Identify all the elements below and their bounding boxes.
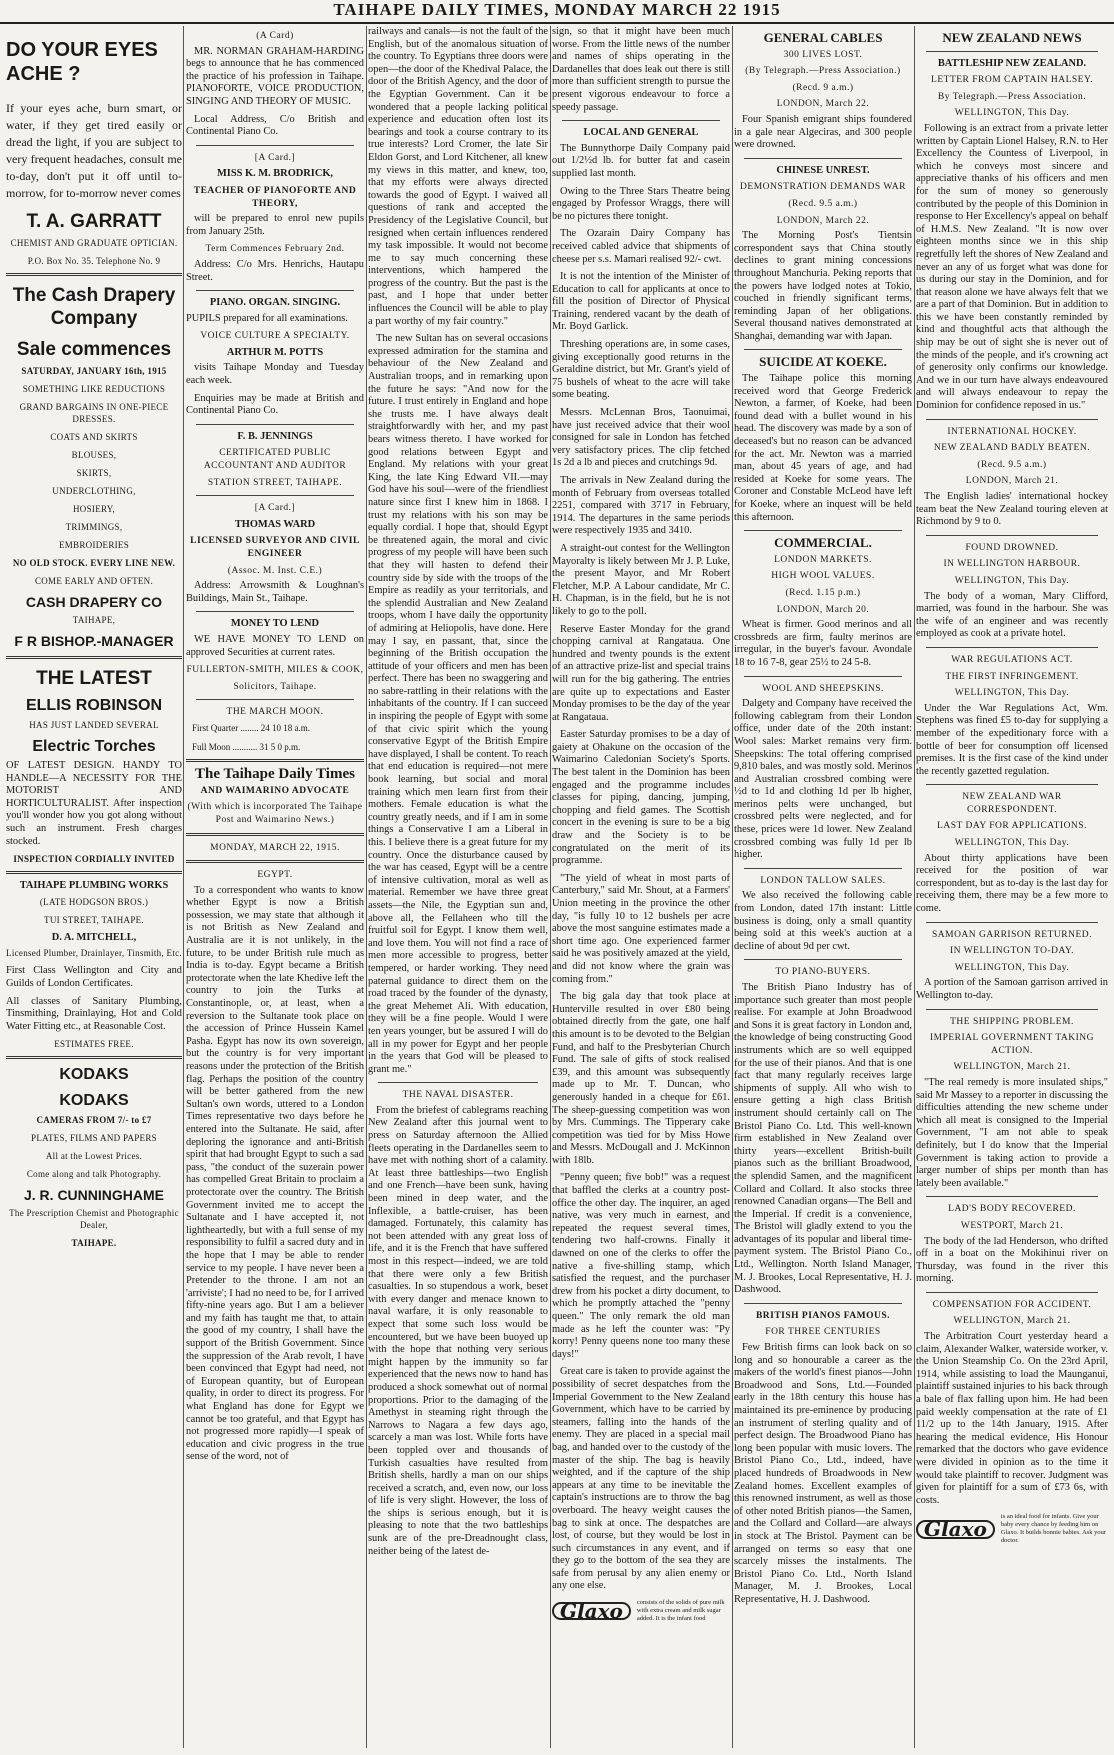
potts-name: ARTHUR M. POTTS — [226, 346, 324, 358]
sale-item: COATS AND SKIRTS — [50, 432, 138, 442]
cash-drapery-co: CASH DRAPERY CO — [25, 594, 163, 610]
lives-lost-body: Four Spanish emigrant ships foundered in a gale near Algeciras, and 300 people were drowned. — [734, 113, 912, 151]
local-item: The arrivals in New Zealand during the month of February from overseas totalled 2251, compared with 3717 in February, 1914. The departures in the same periods were respectively 1935 and 3410. — [552, 475, 730, 537]
divider — [562, 120, 720, 121]
drowned-body: The body of a woman, Mary Clifford, married, was found in the harbour. She was the wife of an engineer and was recently employed as cook at a private hotel. — [916, 590, 1108, 640]
divider — [926, 1292, 1098, 1293]
sale-item: BLOUSES, — [71, 450, 117, 460]
divider — [744, 676, 902, 677]
local-item: "Penny queen; five bob!" was a request that baffled the clerks at a country post-office the other day. The inquirer, an aged native, was very much in earnest, and repeated the request several times, tendering two half-crowns. Finally it dawned on one of the clerks to offer the native a five-shilling stamp, which satisfied the request, and the purchaser drew from his pocket a dirty document, to which he promptly attached the "penny queen." The only remark the old man made as he left the counter was: "Py korry! Penny queens none too many these days!" — [552, 1172, 730, 1360]
hockey-body: The English ladies' international hockey team beat the New Zealand touring eleven at Richmond by 9 to 0. — [916, 491, 1108, 528]
ward-assoc: (Assoc. M. Inst. C.E.) — [227, 565, 323, 576]
local-general-headline: LOCAL AND GENERAL — [583, 127, 699, 139]
war-regulations-body: Under the War Regulations Act, Wm. Stephens was fined £5 to-day for supplying a member of the expeditionary force with a bottle of beer for consumption off licensed premises. It is the first case of the kind under the recently gazetted regulation. — [916, 702, 1108, 777]
lad-body-headline: LAD'S BODY RECOVERED. — [948, 1204, 1076, 1215]
local-item: A straight-out contest for the Wellington Mayoralty is likely between Mr J. P. Luke, the present Mayor, and Mr Robert Fletcher, M.P. A Labour candidate, Mr C. H. Chapman, is in the field, but he is not likely to go to the poll. — [552, 542, 730, 617]
press-association: By Telegraph.—Press Association. — [937, 91, 1087, 102]
plumbing-cert: First Class Wellington and City and Guilds of London Certificates. — [6, 965, 182, 989]
piano-headline: PIANO. ORGAN. SINGING. — [209, 297, 341, 309]
divider — [744, 530, 902, 531]
local-item: Great care is taken to provide against the possibility of secret despatches from the Imperial Government to the New Zealand Government, which have to be carried by steamers, falling into the hands of the enemy. They are placed in a special mail bag, and handed over to the custody of the master of the ship. The bag is heavily weighted, and if the capture of the ship appears at any time to be inevitable the captain's instructions are to throw the bag overboard. The heavy weight causes the bag to sink at once. The despatches are lost, of course, but they would be lost in such circumstances in any event, and if they go to the bottom of the sea they are safe from perusal by any alien enemy or any one else. — [552, 1366, 730, 1592]
naval-article-text: sign, so that it might have been much worse. From the little news of the number and names of ships operating in the Dardanelles that does leak out there is still more than sufficient strength to pursue the present vigorous endeavour to force a speedy passage. — [552, 26, 730, 113]
paper-note: (With which is incorporated The Taihape Post and Waimarino News.) — [187, 802, 363, 825]
pianos-famous-body: Few British firms can look back on so long and so honourable a career as the makers of the world's finest pianos—John Broadwood and Sons, Ltd.—Founded early in the 18th century this house has maintained its pre-eminence by producing an instrument of sterling quality and of perfect design. The Broadwood Piano has long been popular with music lovers. The Bristol Piano Co., Ltd., indeed, have placed hundreds of Broadwoods in New Zealand homes. Excellent examples of this renowned instrument, as well as those of other noted British pianos—the Samen, and the Collard and Collard—are always in stock at The Bristol. Payment can be arranged on terms so easy that one scarcely misses the instalments. The Bristol Piano Co. Ltd., North Island Manager, M. J. Brookes, Local Representative, H. J. Dashwood. — [734, 1342, 912, 1605]
latest-headline: THE LATEST — [36, 668, 152, 689]
glaxo-ad-text: consists of the solids of pure milk with extra cream and milk sugar added. It is the infant food — [636, 1599, 725, 1623]
column-nz-news — [916, 26, 1108, 1748]
glaxo-ad — [552, 1599, 730, 1623]
divider — [926, 1196, 1098, 1197]
tallow-headline: LONDON TALLOW SALES. — [760, 875, 886, 886]
press-association: (By Telegraph.—Press Association.) — [745, 66, 901, 77]
egypt-headline: EGYPT. — [257, 870, 293, 881]
sheepskins-headline: WOOL AND SHEEPSKINS. — [762, 683, 884, 694]
dateline: LONDON, March 20. — [776, 604, 870, 615]
last-day-headline: LAST DAY FOR APPLICATIONS. — [937, 821, 1087, 832]
dateline: WELLINGTON, This Day. — [954, 575, 1070, 586]
glaxo-ad-text: is an ideal food for infants. Give your baby every chance by feeding him on Glaxo. It builds bonnie babies. Ask your doctor. — [1000, 1513, 1106, 1545]
local-item: It is not the intention of the Minister of Education to call for applicants at once to fill the position of Director of Physical Training, rendered vacant by the death of Mr. Boyd Garlick. — [552, 271, 730, 333]
jennings-name: F. B. JENNINGS — [237, 430, 313, 442]
divider — [926, 647, 1098, 648]
money-body: WE HAVE MONEY TO LEND on approved Securities at current rates. — [186, 633, 364, 658]
sale-line: SOMETHING LIKE REDUCTIONS — [22, 384, 166, 394]
sale-item: SKIRTS, — [76, 468, 112, 478]
sheepskins-body: Dalgety and Company have received the following cablegram from their London office, under date of the 20th instant: Wool sales: Market remains very firm. Sheepskins: The total offering comprised 9,810 bales, and was mostly sold. Merinos and Australian crossbred combing were ½d to 1d and clothing 1d per lb higher, merinos pelts were unchanged, but crossbred pelts were neglected, and for these, prices were 1d lower. New Zealand crossbred combing was fully 1d per lb higher. — [734, 698, 912, 861]
wellington-today-headline: IN WELLINGTON TO-DAY. — [949, 946, 1075, 957]
column-rule — [183, 26, 184, 1748]
chinese-unrest-body: The Morning Post's Tientsin correspondent says that China stoutly declines to grant mining concessions throughout Manchuria. Peking reports that the powers have lodged notes at Tokio, couched in friendly significant terms, reminding Japan of her obligations. Several thousand natives demonstrated at Shanghai, demanding war with Japan. — [734, 230, 912, 342]
column-rule — [366, 26, 367, 1748]
general-cables-headline: GENERAL CABLES — [763, 30, 883, 45]
divider — [6, 871, 182, 874]
jennings-title: CERTIFICATED PUBLIC ACCOUNTANT AND AUDITOR — [203, 448, 347, 472]
ellis-robinson-name: ELLIS ROBINSON — [25, 697, 162, 714]
cameras-price: CAMERAS FROM 7/- to £7 — [36, 1115, 152, 1126]
cunninghame-town: TAIHAPE. — [71, 1238, 117, 1249]
moon-full: Full Moon ........... 31 5 0 p.m. — [192, 741, 301, 752]
garratt-title: CHEMIST AND GRADUATE OPTICIAN. — [10, 238, 178, 248]
divider — [186, 860, 364, 863]
eyes-ad-body: If your eyes ache, burn smart, or water, if they get tired easily or dread the light, if you are subject to very frequent headaches, consult me to-day, don't put it off until to-morrow, for to-morrow never comes — [6, 101, 182, 200]
divider — [378, 1082, 538, 1083]
paper-date: MONDAY, MARCH 22, 1915. — [210, 842, 340, 853]
pianos-famous-headline: BRITISH PIANOS FAMOUS. — [755, 1310, 891, 1321]
torches-body: OF LATEST DESIGN. HANDY TO HANDLE—A NECESSITY FOR THE MOTORIST AND HORTICULTURALIST. After inspection you'll wonder how you got along without such an instrument. Fresh charges stocked. — [6, 760, 182, 847]
glaxo-logo: Glaxo — [916, 1520, 995, 1539]
suicide-body: The Taihape police this morning received word that George Frederick Newton, a farmer, of Koeke, had been found dead with a bullet wound in his head. The discovery was made by a son of deceased's but no reason can be advanced for the act. Mr. Newton was a married man, about 45 years of age, and had resided at Koeke for some years. The Coroner and Constable McLeod have left for Koeke, where an inquest will be held this afternoon. — [734, 373, 912, 523]
divider — [926, 1009, 1098, 1010]
harbour-headline: IN WELLINGTON HARBOUR. — [943, 559, 1081, 570]
divider — [6, 273, 182, 276]
divider — [186, 759, 364, 762]
local-item: Reserve Easter Monday for the grand chopping carnival at Rangataua. One hundred and twenty pounds is the extent of an attractive prize-list and special trains will run for the big gathering. The entries are quite up to expectations and Easter Monday promises to be the day of the year at Rangataua. — [552, 623, 730, 723]
brodrick-term: Term Commences February 2nd. — [205, 244, 345, 255]
column-general-cables — [734, 26, 912, 1748]
column-cards-editorial — [186, 26, 364, 1748]
naval-article-text: From the briefest of cablegrams reaching New Zealand after this journal went to press on Saturday afternoon the Allied fleets operating in the Dardanelles seem to have met with nothing short of a calamity. At least three battleships—two English and one French—have been sunk, having been mined in deep water, and the Inflexible, a battle-cruiser, has been damaged. Fortunately, this calamity has not been attended with any great loss of life, and it is the French that have suffered most in this respect—indeed, we are told that there were only a few British casualties. In so stupendous a work, beset with every danger and menace known to naval warfare, it is only reasonable to expect that some such loss would be encountered, but we have been buoyed up with the hope that nothing very serious might happen by the immunity so far experienced that the news now to hand has produced a shock somewhat out of normal proportions. Prior to the damaging of the Amethyst in steaming right through the Narrows to Nagara a few days ago, scarcely a man was lost. While forts have been toppled over and thousands of Turkish casualties have resulted from British shells, hardly a man on our ships received a scratch, and, even now, our loss of life is very slight. However, the loss of the ships is serious enough, but it is pleasing to note that the two battleships sunk are of the pre-Dreadnought class, neither being of the latest de- — [368, 1104, 548, 1557]
potts-enquiries: Enquiries may be made at British and Continental Piano Co. — [186, 392, 364, 417]
wool-values-headline: HIGH WOOL VALUES. — [771, 571, 875, 582]
solicitors: Solicitors, Taihape. — [233, 681, 317, 692]
divider — [744, 1303, 902, 1304]
sale-note: NO OLD STOCK. EVERY LINE NEW. — [12, 558, 176, 568]
inspection-invite: INSPECTION CORDIALLY INVITED — [13, 854, 175, 865]
brodrick-title: TEACHER OF PIANOFORTE AND THEORY, — [193, 185, 357, 209]
imperial-action-headline: IMPERIAL GOVERNMENT TAKING ACTION. — [929, 1033, 1095, 1056]
piano-pupils: PUPILS prepared for all examinations. — [186, 312, 348, 324]
samoan-garrison-headline: SAMOAN GARRISON RETURNED. — [931, 929, 1093, 940]
compensation-body: The Arbitration Court yesterday heard a claim, Alexander Walker, waterside worker, v. the Union Steamship Co. On the 23rd April, 1914, while assisting to load the Maunganui, plaintiff sustained injuries to his back through a bale of flax falling upon him. He had been paid weekly compensation at the rate of £1 11/2 up to the 14th January, 1915. After hearing the medical evidence, His Honour remarked that the doctors who gave evidence were divided in opinion as to the time it would take plaintiff to recover. Judgment was given for plaintiff for a sum of £73 6s, with costs. — [916, 1331, 1108, 1506]
first-infringement-headline: THE FIRST INFRINGEMENT. — [945, 671, 1079, 682]
dateline: WELLINGTON, This Day. — [954, 108, 1070, 119]
lad-body-text: The body of the lad Henderson, who drifted off in a boat on the Mokihinui river on Thursday, was found in the river this morning. — [916, 1235, 1108, 1285]
divider — [926, 784, 1098, 785]
jennings-address: STATION STREET, TAIHAPE. — [207, 477, 343, 488]
naval-headline: THE NAVAL DISASTER. — [402, 1090, 514, 1101]
egypt-article-text: The new Sultan has on several occasions expressed admiration for the stamina and behaviour of the New Zealand and Australian troops, and in remarking upon the future he says: "And now for the future. I trust entirely in England and hope she trusts me. I have always dealt straightforwardly with her, and my past bears witness thereto. I have worked for good relations between Egypt and England. My relations with your great King, the late King Edward VII.—may God have his soul—were of the friendliest nature since first I knew him in 1868. I trust my relations with his son may be equally cordial. I hope that, should Egypt be threatened again, the moral and civic progress of my people will have been such that they will hasten to defend their country side by side with the troops of the Empire as readily as your territorials, and the splendid Australian and New Zealand troops, whom I have daily the opportunity of admiring at Heliopolis, have done. Here may I say, en passant, that, since the beginning of the British occupation the attitude of your officers and men has been perfect. There has been no swaggering and no sabre-rattling in their relations with the inhabitants of the country. If I can succeed in inspiring the people of Egypt with some of that civic spirit which the young conservative Egypt of the British Empire have displayed, I shall be content. To reach that end education is required—not mere book learning, but social and moral training which men learn first from their mothers. Female education is what the country greatly needs, and if I am in some things a Conservative I am a Liberal in this. I believe there is a great future for my country. Once the disturbance caused by the war has ceased, Egypt will be a centre of intensive cultivation, moral as well as material. Remember we have three great assets—the Nile, the Egyptian sun and, above all, the Fellaheen who till the fruitful soil for Egypt. I know them well, and love them. You will not find a race of men more accessible to progress, better tempered, or harder working. They need paternal guidance to direct them on the road traced by the founder of the dynasty, the great Mehemet Ali. With education, they will be a fine people. Would I were ten years younger, but be assured I will do all in my power for Egypt and her people in the years that God will be pleased to grant me." — [368, 333, 548, 1075]
brodrick-name: MISS K. M. BRODRICK, — [216, 168, 334, 180]
divider — [926, 51, 1098, 52]
sale-note: COME EARLY AND OFTEN. — [34, 576, 154, 586]
plumbing-headline: TAIHAPE PLUMBING WORKS — [19, 880, 169, 892]
dateline: WELLINGTON, This Day. — [954, 962, 1070, 973]
lives-lost-headline: 300 LIVES LOST. — [783, 49, 863, 60]
kodaks-headline: KODAKS — [59, 1066, 129, 1084]
moon-headline: THE MARCH MOON. — [226, 707, 324, 718]
war-correspondent-headline: NEW ZEALAND WAR CORRESPONDENT. — [962, 792, 1062, 815]
card-label: (A Card) — [256, 31, 294, 41]
card-body: MR. NORMAN GRAHAM-HARDING begs to announce that he has commenced the practice of his profession in Taihape. PIANOFORTE, VOICE PRODUCTION, SINGING AND THEORY OF MUSIC. — [186, 45, 364, 107]
divider — [196, 699, 354, 700]
talk-line: Come along and talk Photography. — [26, 1169, 162, 1180]
dateline: LONDON, March 22. — [776, 99, 870, 110]
column-rule — [732, 26, 733, 1748]
masthead-title: TAIHAPE DAILY TIMES, MONDAY MARCH 22 1915 — [333, 0, 781, 19]
shipping-problem-body: "The real remedy is more insulated ships," said Mr Massey to a reporter in discussing the difficulties attending the new scheme under which all meat is consigned to the Imperial Government, "I am not able to speak definitely, but I do know that the Imperial Government is taking action to provide a larger number of ships per month than has lately been available." — [916, 1076, 1108, 1189]
divider — [744, 158, 902, 159]
local-item: Owing to the Three Stars Theatre being engaged by Professor Wraggs, there will be no pictures there tonight. — [552, 185, 730, 222]
local-item: Messrs. McLennan Bros, Taonuimai, have just received advice that their wool consigned for sale in London has fetched very satisfactory prices. The clip fetched 1s 2d a lb and pieces and crutchings 9d. — [552, 407, 730, 469]
column-local-general — [552, 26, 730, 1748]
local-item: The big gala day that took place at Hunterville resulted in over £80 being obtained directly from the gate, one half this amount is to be devoted to the Belgian Fund, and half to the Presbyterian Church Fund. The sale of gifts of stock realised £39, and this amount was subsequently made up to Mr. T. Duncan, who generously handed in a cheque for £61. The sheep-guessing competition was won by Mrs. Cummings. The Tipperary cake competition was tied for by Miss Howe and Messrs. McDougall and J. McKinnon with 18lb. — [552, 991, 730, 1166]
piano-buyers-body: The British Piano Industry has of importance such greater than most people realise. For example at John Broadwood and Sons it is great factory in London and, the knowledge of being constructing Good instruments which are so well equipped for the use of their pianos. And that is one fact that many regularly receives large shipments of supply. All who wish to ensure getting a high class British instrument should certainly call on The Bristol Piano Co. Ltd. This well-known firm established in New Zealand over thirty years—excellent British-built pianos such as the brilliant Broadwood, the splendid Samen, and the magnificent Collard and Collard. It also stocks three renowned Canadian organs—The Bell and the Imperial. If credit is a convenience, The Bristol will gladly extend to you the advantages of its popular and liberal time-payment system. The Bristol Piano Co., Ltd., Wellington. North Island Manager, M. J. Brookes, Local Representative, H. J. Dashwood. — [734, 982, 912, 1296]
paper-title: The Taihape Daily Times — [195, 766, 355, 783]
war-correspondent-body: About thirty applications have been received for the position of war correspondent, but as to-day is the last day for receiving them, there may be a few more to come. — [916, 852, 1108, 915]
column-rule — [550, 26, 551, 1748]
card-label: [A Card.] — [254, 152, 296, 163]
cunninghame-title: The Prescription Chemist and Photographic Dealer, — [9, 1208, 179, 1231]
dateline: WESTPORT, March 21. — [960, 1220, 1064, 1231]
plumbing-trades: Licensed Plumber, Drainlayer, Tinsmith, Etc. — [6, 948, 182, 959]
column-rule — [914, 26, 915, 1748]
plates-line: PLATES, FILMS AND PAPERS — [31, 1133, 157, 1144]
glaxo-ad — [916, 1513, 1108, 1545]
column-advertisements — [6, 26, 182, 1748]
local-item: "The yield of wheat in most parts of Canterbury," said Mr. Shout, at a Farmers' Union meeting in the province the other day, "is fully 10 to 12 bushels per acre above the most sanguine estimates made a short time ago. One experienced farmer said he was positively amazed at the yield, and did not know where the grain was coming from." — [552, 872, 730, 985]
dateline: WELLINGTON, March 21. — [953, 1062, 1071, 1073]
hockey-headline: INTERNATIONAL HOCKEY. — [947, 426, 1077, 437]
local-item: Threshing operations are, in some cases, giving exceptionally good returns in the Geraldine district, but Mr. Grant's yield of 75 bushels of wheat to the acre will take some beating. — [552, 339, 730, 401]
sale-headline: Sale commences — [16, 339, 172, 360]
shipping-problem-headline: THE SHIPPING PROBLEM. — [950, 1016, 1074, 1027]
nz-news-headline: NEW ZEALAND NEWS — [942, 30, 1082, 45]
sale-item: TRIMMINGS, — [65, 522, 123, 532]
plumbing-street: TUI STREET, TAIHAPE. — [44, 914, 144, 925]
dateline: WELLINGTON, This Day. — [954, 838, 1070, 849]
cash-drapery-name: The Cash Drapery Company — [12, 285, 176, 329]
sale-line: GRAND BARGAINS IN ONE-PIECE DRESSES. — [19, 402, 169, 424]
divider — [196, 495, 354, 496]
brodrick-body: will be prepared to enrol new pupils from January 25th. — [186, 213, 364, 237]
eyes-ad-headline: DO YOUR EYES ACHE ? — [6, 39, 158, 85]
three-centuries-headline: FOR THREE CENTURIES — [765, 1327, 881, 1338]
divider — [744, 349, 902, 350]
cash-drapery-town: TAIHAPE, — [72, 615, 116, 625]
cash-drapery-manager: F R BISHOP.-MANAGER — [14, 633, 174, 649]
estimates-free: ESTIMATES FREE. — [54, 1039, 134, 1050]
torches-headline: Electric Torches — [32, 738, 156, 755]
local-item: Easter Saturday promises to be a day of gaiety at Ohakune on the occasion of the Waimarino Caledonian Society's Sports. The best talent in the Dominion has been engaged and the programme includes classes for piping, dancing, jumping, chopping and field games. The Scottish concert in the evening is sure to be a big draw and the Society is to be congratulated on the merit of its programme. — [552, 729, 730, 867]
chinese-unrest-headline: CHINESE UNREST. — [776, 164, 870, 176]
ward-title: LICENSED SURVEYOR AND CIVIL ENGINEER — [190, 536, 360, 559]
card-label: [A Card.] — [254, 503, 296, 514]
dateline: LONDON, March 21. — [965, 476, 1059, 487]
divider — [926, 922, 1098, 923]
divider — [196, 290, 354, 291]
sale-item: UNDERCLOTHING, — [52, 486, 136, 496]
fullerton-name: FULLERTON-SMITH, MILES & COOK, — [186, 665, 364, 676]
ward-name: THOMAS WARD — [234, 518, 316, 530]
dateline: WELLINGTON, This Day. — [954, 688, 1070, 699]
halsey-headline: LETTER FROM CAPTAIN HALSEY. — [931, 75, 1093, 86]
cunninghame-name: J. R. CUNNINGHAME — [23, 1187, 164, 1204]
received-time: (Recd. 9.5 a.m.) — [977, 459, 1047, 470]
samoan-garrison-body: A portion of the Samoan garrison arrived in Wellington to-day. — [916, 977, 1108, 1001]
sale-date: SATURDAY, JANUARY 16th, 1915 — [21, 366, 167, 376]
divider — [196, 424, 354, 425]
moon-first-quarter: First Quarter ........ 24 10 18 a.m. — [192, 722, 310, 733]
plumbing-late: (LATE HODGSON BROS.) — [39, 896, 149, 907]
divider — [186, 833, 364, 836]
plumbing-name: D. A. MITCHELL, — [51, 931, 137, 943]
ward-address: Address: Arrowsmith & Loughnan's Buildings, Main St., Taihape. — [186, 580, 364, 604]
war-regulations-headline: WAR REGULATIONS ACT. — [951, 654, 1073, 665]
divider — [744, 868, 902, 869]
dateline: LONDON, March 22. — [776, 215, 870, 226]
divider — [926, 535, 1098, 536]
local-item: The Ozarain Dairy Company has received cabled advice that shipments of cheese per s.s. Mamari realised 92/- cwt. — [552, 228, 730, 265]
commercial-headline: COMMERCIAL. — [774, 535, 872, 551]
wool-values-body: Wheat is firmer. Good merinos and all crossbreds are firm, faulty merinos are irregular, in the buyer's favour. Avondale 18 to 16 7-8, gear 25½ to 24 5-8. — [734, 619, 912, 668]
garratt-contact: P.O. Box No. 35. Telephone No. 9 — [27, 256, 161, 266]
brodrick-address: Address: C/o Mrs. Henrichs, Hautapu Street. — [186, 258, 364, 283]
column-editorial-continued — [368, 26, 548, 1748]
suicide-headline: SUICIDE AT KOEKE. — [759, 354, 887, 370]
glaxo-logo: Glaxo — [552, 1602, 631, 1621]
masthead — [0, 0, 1114, 24]
dateline: WELLINGTON, March 21. — [953, 1316, 1071, 1327]
divider — [6, 656, 182, 659]
halsey-body: Following is an extract from a private letter written by Captain Lionel Halsey, R.N. to Her Excellency the Countess of Liverpool, in which he conveys most sincere and appreciative thanks of his officers and men for the sum of money so generously contributed by the people of this Dominion in response to Her Excellency's appeal on behalf of H.M.S. New Zealand. "It is now over eighteen months since we in this ship regretfully left the shores of New Zealand and never an any of us forget what was done for us during our stay in the Dominion, and for that reason alone we have always felt that we are a part of that Dominion. But in addition to this we have been constantly reminded by kind and thoughtful acts that although the ship may be out of sight she is never out of the minds of the people, and it's crowning act of generosity only confirms our knowledge. And we in our turn have always endeavoured and will always endeavour to repay the Dominion for confidence reposed in us." — [916, 122, 1108, 412]
piano-buyers-headline: TO PIANO-BUYERS. — [775, 967, 871, 978]
kodaks-headline: KODAKS — [59, 1092, 129, 1110]
voice-culture: VOICE CULTURE A SPECIALTY. — [200, 331, 350, 342]
markets-headline: LONDON MARKETS. — [774, 554, 872, 565]
battleship-headline: BATTLESHIP NEW ZEALAND. — [937, 57, 1087, 69]
plumbing-body: All classes of Sanitary Plumbing, Tinsmithing, Drainlaying, Hot and Cold Water Fitting etc., at Reasonable Cost. — [6, 995, 182, 1032]
compensation-headline: COMPENSATION FOR ACCIDENT. — [932, 1299, 1092, 1310]
local-item: The Bunnythorpe Daily Company paid out 1/2½d lb. for butter fat and casein supplied last month. — [552, 142, 730, 179]
received-time: (Recd. 9 a.m.) — [792, 82, 854, 93]
ellis-landed: HAS JUST LANDED SEVERAL — [29, 720, 159, 730]
sale-item: EMBROIDERIES — [58, 540, 130, 550]
divider — [196, 145, 354, 146]
sale-item: HOSIERY, — [73, 504, 115, 514]
divider — [926, 419, 1098, 420]
egypt-article-text: To a correspondent who wants to know whether Egypt is now a British possession, we may state that although it is not British as New Zealand and Australia are it is not unlikely, in the future, to be under British rule much as India is to-day. Egypt became a British protectorate when the late Khedive left the country to join the Turks at Constantinople, or, at least, when a reversion to the Sultanate took place on the accession of Prince Hussein Kamel Pasha. Egypt has now its own sovereign, but the country is for very important reasons under the protection of the British flag. Perhaps the position of the country will be better gathered from the new Sultan's own words, uttered to a London Times representative two days before he entered into the Sultanate. He said, after deploring the ignorance and anti-British spirit that had brought Egypt to such a sad pass, "the conduct of the suzerain power has compelled Great Britain to proclaim a protectorate over the country. The British Government invited me to accept the Sultanate and I have accepted it, not lightheartedly, but with a full sense of my responsibility to fulfil a sacred duty and in the hope that I may be able to render service to my people. I have never been a Pretender to the throne. I am not an 'arriviste'; I had no need to be, for I arrived fifty-nine years ago. But I am a believer and my faith has taught me that, to attain the good of my country, I shall have the support of the British Government. Since the suppression of the Arab revolt, I have been convinced that Egypt had need, not of European quantity, but of European quality, in order to direct its progress. For what England has done for Egypt we cannot be too grateful, and that Egypt has not progressed more rapidly—I speak of education and civic progress in the true sense of the word, not of — [186, 884, 364, 1463]
potts-body: visits Taihape Monday and Tuesday each week. — [186, 362, 364, 387]
divider — [196, 611, 354, 612]
received-time: (Recd. 1.15 p.m.) — [785, 587, 861, 598]
prices-line: All at the Lowest Prices. — [45, 1151, 143, 1162]
egypt-article-text: railways and canals—is not the fault of the English, but of the anomalous situation of the country. To Egyptians three doors were open—the door of the Khedival Palace, the door of the British Agency, and the door of the Egyptian Government. Can it be wondered that a people lacking political experience and education often lost its bearings and took a course contrary to its true interests? Lord Cromer, the late Sir Eldon Gorst, and Lord Kitchener, all knew my views in this matter, and knew, too, that my efforts were always directed towards the good of Egypt. I waived all questions of rank and accepted the Presidency of the Legislative Council, but resigned when certain influences rendered my task impossible. It would not become me to say much concerning these interventions, which hampered the progress of the country. But the past is the past, and I hope that under better influences the Council will be able to play a part worthy of my fair country." — [368, 26, 548, 327]
divider — [6, 1056, 182, 1059]
war-demand-headline: DEMONSTRATION DEMANDS WAR — [740, 182, 906, 193]
received-time: (Recd. 9.5 a.m.) — [788, 198, 858, 209]
found-drowned-headline: FOUND DROWNED. — [965, 542, 1059, 553]
garratt-name: T. A. GARRATT — [26, 211, 162, 232]
tallow-body: We also received the following cable from London, dated 17th instant: Little business is doing, only a small quantity being sold at this week's auction at a decline of about 9d per cwt. — [734, 890, 912, 952]
divider — [744, 959, 902, 960]
card-address: Local Address, C/o British and Continental Piano Co. — [186, 113, 364, 138]
badly-beaten-headline: NEW ZEALAND BADLY BEATEN. — [933, 443, 1091, 454]
paper-subtitle: AND WAIMARINO ADVOCATE — [200, 785, 350, 796]
money-headline: MONEY TO LEND — [230, 618, 320, 630]
